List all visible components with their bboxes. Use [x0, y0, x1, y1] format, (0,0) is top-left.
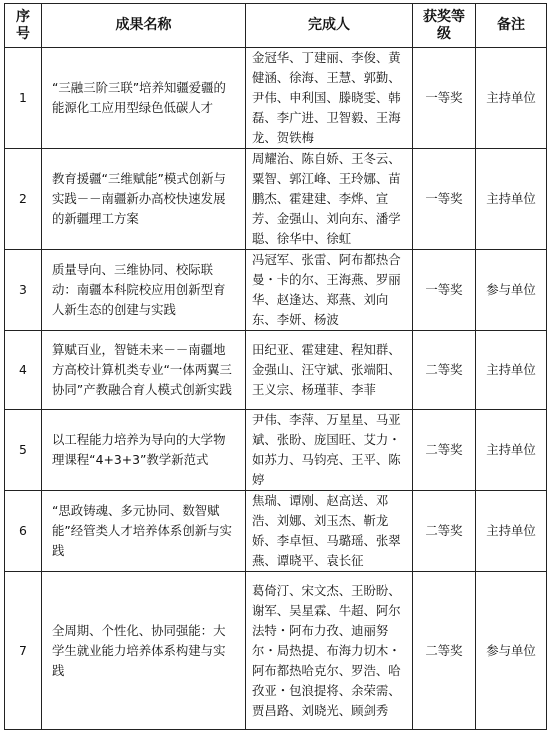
achievement-name: 教育援疆“三维赋能”模式创新与实践－－南疆新办高校快速发展的新疆理工方案 — [42, 149, 246, 250]
row-number: 1 — [5, 48, 42, 149]
award-level: 一等奖 — [413, 250, 476, 331]
row-number: 3 — [5, 250, 42, 331]
row-number: 7 — [5, 572, 42, 730]
table-row — [5, 250, 547, 331]
row-number: 5 — [5, 410, 42, 491]
completers: 金冠华、丁建丽、李俊、黄健涵、徐海、王慧、郭勤、尹伟、申利国、滕晓雯、韩磊、李广进、卫智毅、王海龙、贺铁梅 — [246, 48, 413, 149]
achievement-name: “思政铸魂、多元协同、数智赋能”经管类人才培养体系创新与实践 — [42, 491, 246, 572]
header-award: 获奖等级 — [413, 4, 476, 48]
completers: 冯冠军、张雷、阿布都热合曼・卡的尔、王海燕、罗丽华、赵逢达、郑燕、刘向东、李妍、杨波 — [246, 250, 413, 331]
awards-table-container — [4, 3, 546, 730]
remark: 主持单位 — [476, 410, 547, 491]
completers: 葛倚汀、宋文杰、王盼盼、谢军、吴星霖、牛超、阿尔法特・阿布力孜、迪丽努尔・局热提、布海力切木・阿布都热哈克尔、罗浩、哈孜亚・包浪提将、余荣需、贾昌路、刘晓光、顾剑秀 — [246, 572, 413, 730]
achievement-name: 算赋百业，智链未来－－南疆地方高校计算机类专业“一体两翼三协同”产教融合育人模式创新实践 — [42, 331, 246, 410]
award-level: 一等奖 — [413, 48, 476, 149]
table-row — [5, 491, 547, 572]
awards-table — [4, 3, 547, 730]
award-level: 二等奖 — [413, 331, 476, 410]
table-row — [5, 331, 547, 410]
table-row — [5, 149, 547, 250]
remark: 主持单位 — [476, 48, 547, 149]
row-number: 2 — [5, 149, 42, 250]
achievement-name: 以工程能力培养为导向的大学物理课程“4+3+3”教学新范式 — [42, 410, 246, 491]
completers: 周耀治、陈自娇、王冬云、粟智、郭江峰、王玲娜、苗鹏杰、霍建建、李烨、宣芳、金强山、刘向东、潘学聪、徐华中、徐虹 — [246, 149, 413, 250]
completers: 尹伟、李萍、万星星、马亚斌、张盼、庞国旺、艾力・如苏力、马钧亮、王平、陈婷 — [246, 410, 413, 491]
completers: 焦瑞、谭刚、赵高送、邓浩、刘娜、刘玉杰、靳龙娇、李卓恒、马璐瑶、张翠燕、谭晓平、袁长征 — [246, 491, 413, 572]
header-note: 备注 — [476, 4, 547, 48]
row-number: 4 — [5, 331, 42, 410]
achievement-name: 质量导向、三维协同、校际联动：南疆本科院校应用创新型育人新生态的创建与实践 — [42, 250, 246, 331]
remark: 主持单位 — [476, 491, 547, 572]
remark: 主持单位 — [476, 331, 547, 410]
remark: 主持单位 — [476, 149, 547, 250]
achievement-name: 全周期、个性化、协同强能：大学生就业能力培养体系构建与实践 — [42, 572, 246, 730]
award-level: 二等奖 — [413, 572, 476, 730]
row-number: 6 — [5, 491, 42, 572]
header-name: 成果名称 — [42, 4, 246, 48]
table-row — [5, 48, 547, 149]
completers: 田纪亚、霍建建、程知群、金强山、汪守斌、张端阳、王义宗、杨瑾菲、李菲 — [246, 331, 413, 410]
table-row — [5, 410, 547, 491]
remark: 参与单位 — [476, 572, 547, 730]
header-row — [5, 4, 547, 48]
achievement-name: “三融三阶三联”培养知疆爱疆的能源化工应用型绿色低碳人才 — [42, 48, 246, 149]
header-people: 完成人 — [246, 4, 413, 48]
remark: 参与单位 — [476, 250, 547, 331]
table-row — [5, 572, 547, 730]
header-no: 序号 — [5, 4, 42, 48]
award-level: 二等奖 — [413, 410, 476, 491]
award-level: 一等奖 — [413, 149, 476, 250]
award-level: 二等奖 — [413, 491, 476, 572]
